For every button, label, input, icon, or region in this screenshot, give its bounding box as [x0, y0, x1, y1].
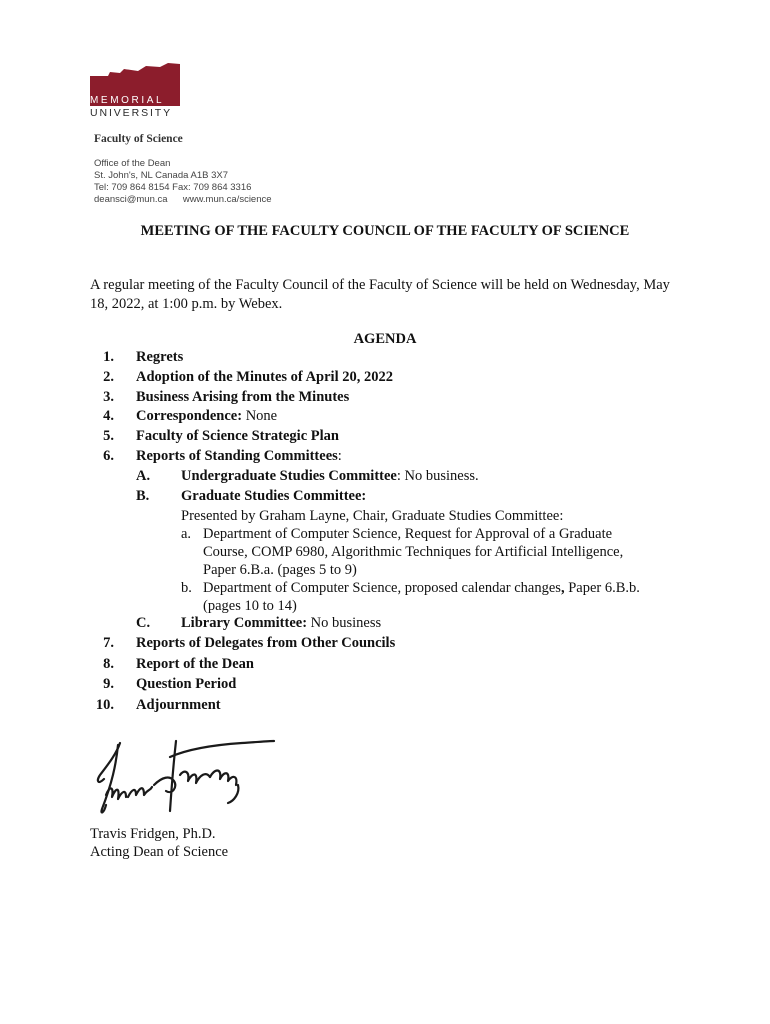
agenda-heading: AGENDA [353, 331, 417, 347]
office-line: Office of the Dean [94, 158, 171, 169]
agenda-item-minutes: Adoption of the Minutes of April 20, 2022 [136, 369, 393, 385]
agenda-item-dean-report: Report of the Dean [136, 656, 254, 672]
phone-fax-line: Tel: 709 864 8154 Fax: 709 864 3316 [94, 182, 252, 193]
intro-paragraph: A regular meeting of the Faculty Council of the Faculty of Science will be held on Wednesday, May 18, 2022, at 1:00 p.m. by Webex. [90, 277, 670, 312]
agenda-item-strategic-plan: Faculty of Science Strategic Plan [136, 428, 339, 444]
logo-text-memorial: MEMORIAL [90, 95, 165, 106]
signature-icon [92, 735, 278, 823]
signature [92, 735, 278, 823]
agenda-item-number: 10. [95, 697, 114, 713]
agenda-item-number: 2. [103, 369, 114, 385]
agenda-item-regrets: Regrets [136, 349, 184, 365]
agenda-item-standing-committees: Reports of Standing Committees: [136, 448, 342, 464]
faculty-name: Faculty of Science [94, 133, 183, 145]
committee-letter: B. [136, 488, 150, 504]
website-link[interactable]: www.mun.ca/science [182, 194, 272, 205]
signer-title: Acting Dean of Science [90, 844, 229, 860]
paper-line: Paper 6.B.a. (pages 5 to 9) [203, 562, 357, 578]
paper-line: Department of Computer Science, Request for Approval of a Graduate [203, 526, 613, 542]
agenda-item-number: 4. [103, 408, 114, 424]
agenda-item-business-arising: Business Arising from the Minutes [136, 389, 350, 405]
logo-text-university: UNIVERSITY [90, 107, 173, 119]
contact-line [94, 194, 272, 205]
presented-by: Presented by Graham Layne, Chair, Graduate Studies Committee: [181, 508, 564, 524]
agenda-item-adjournment: Adjournment [136, 697, 221, 713]
paper-letter: a. [181, 526, 192, 542]
paper-letter: b. [181, 580, 192, 596]
meeting-title: MEETING OF THE FACULTY COUNCIL OF THE FACULTY OF SCIENCE [140, 223, 630, 239]
signer-name: Travis Fridgen, Ph.D. [90, 826, 216, 842]
paper-line: (pages 10 to 14) [203, 598, 297, 614]
university-logo [90, 62, 182, 120]
address-line: St. John's, NL Canada A1B 3X7 [94, 170, 229, 181]
committee-undergraduate: Undergraduate Studies Committee: No business. [181, 468, 479, 484]
committee-library: Library Committee: No business [181, 615, 382, 631]
agenda-item-number: 1. [103, 349, 114, 365]
agenda-item-number: 9. [103, 676, 114, 692]
agenda-item-correspondence: Correspondence: None [136, 408, 278, 424]
agenda-item-number: 7. [103, 635, 114, 651]
agenda-item-number: 8. [103, 656, 114, 672]
agenda-item-number: 6. [103, 448, 114, 464]
committee-letter: C. [136, 615, 151, 631]
committee-graduate: Graduate Studies Committee: [181, 488, 367, 504]
email-link[interactable]: deansci@mun.ca [94, 194, 168, 205]
agenda-item-number: 5. [103, 428, 114, 444]
agenda-item-delegates: Reports of Delegates from Other Councils [136, 635, 396, 651]
agenda-item-question-period: Question Period [136, 676, 237, 692]
agenda-item-number: 3. [103, 389, 114, 405]
committee-letter: A. [136, 468, 151, 484]
paper-line: Department of Computer Science, proposed calendar changes, Paper 6.B.b. [203, 580, 640, 596]
paper-line: Course, COMP 6980, Algorithmic Techniques for Artificial Intelligence, [203, 544, 624, 560]
